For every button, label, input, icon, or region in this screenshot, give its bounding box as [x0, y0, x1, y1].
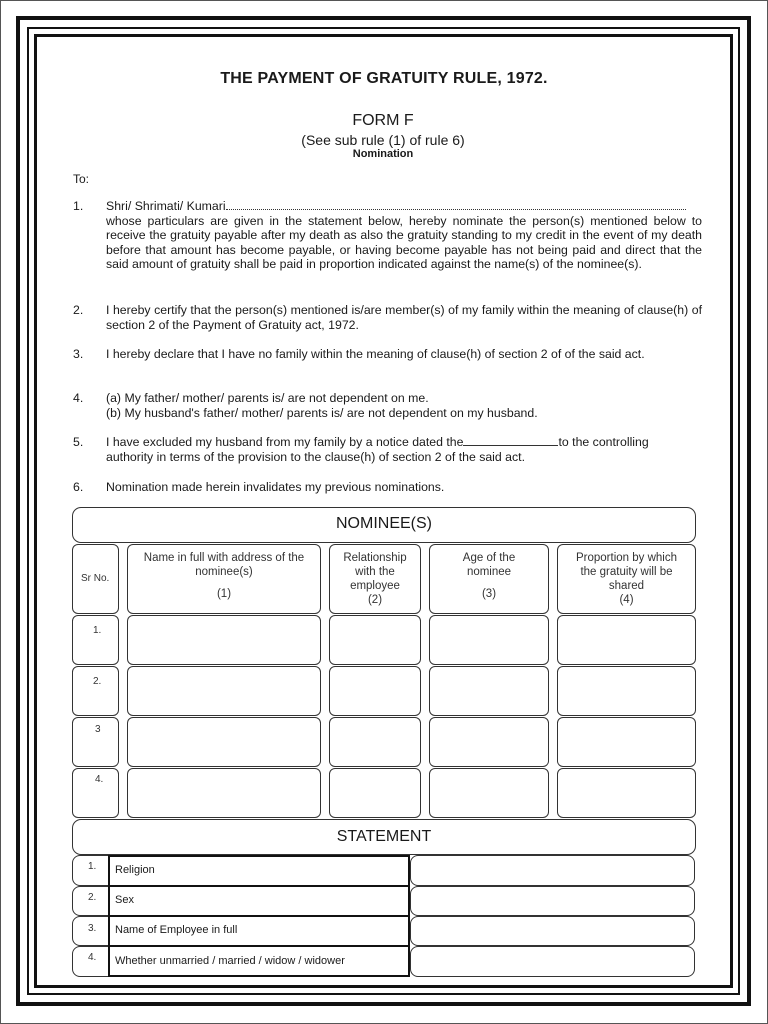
nominee-age-field[interactable]	[429, 666, 549, 716]
sub-rule-note: (See sub rule (1) of rule 6)	[301, 132, 465, 148]
clause-number: 2.	[73, 303, 84, 317]
clause-5-text-c: authority in terms of the provision to the clause(h) of section 2 of the said act.	[106, 449, 525, 464]
column-label: Proportion by which the gratuity will be shared	[576, 552, 677, 592]
row-number-cell	[72, 717, 119, 767]
religion-value-field[interactable]	[410, 855, 695, 886]
nomination-label: Nomination	[352, 148, 414, 160]
clause-number: 6.	[73, 480, 84, 494]
row-number-cell	[72, 768, 119, 818]
sex-label: Sex	[115, 894, 134, 906]
row-number: 4.	[95, 774, 104, 785]
statement-row-number: 3.	[88, 923, 97, 934]
row-number-cell	[72, 615, 119, 665]
statement-header	[72, 819, 696, 855]
divider	[108, 885, 410, 887]
column-label: Age of the nominee	[462, 552, 516, 578]
clause-text: I hereby declare that I have no family within the meaning of clause(h) of section 2 of of the said act.	[106, 347, 645, 361]
clause-2	[73, 303, 703, 335]
nominee-table-header	[72, 507, 696, 543]
column-number: (3)	[481, 588, 497, 600]
employee-name-label: Name of Employee in full	[115, 924, 238, 936]
nominee-relationship-field[interactable]	[329, 717, 421, 767]
nominee-age-field[interactable]	[429, 615, 549, 665]
sex-value-field[interactable]	[410, 886, 695, 916]
nominee-proportion-field[interactable]	[557, 717, 696, 767]
clause-4	[73, 391, 703, 423]
column-number: (2)	[367, 594, 383, 606]
nominee-proportion-field[interactable]	[557, 666, 696, 716]
clause-number: 3.	[73, 347, 84, 361]
column-number: (1)	[216, 588, 232, 600]
name-prefix-label: Shri/ Shrimati/ Kumari	[106, 199, 226, 213]
clause-3	[73, 347, 703, 379]
clause-4b-text: (b) My husband's father/ mother/ parents is/ are not dependent on my husband.	[106, 405, 538, 420]
nominee-name-field[interactable]	[127, 768, 321, 818]
row-number-cell	[72, 666, 119, 716]
nominee-table-title: NOMINEE(S)	[336, 515, 432, 532]
row-number: 2.	[93, 676, 102, 687]
clause-4a-text: (a) My father/ mother/ parents is/ are not dependent on me.	[106, 391, 429, 405]
divider	[108, 945, 410, 947]
clause-1	[73, 199, 703, 291]
row-number: 3	[95, 724, 101, 735]
statement-title: STATEMENT	[336, 828, 432, 845]
sr-no-label: Sr No.	[81, 573, 110, 584]
clause-number: 1.	[73, 199, 84, 213]
clause-5-text-a: I have excluded my husband from my family by a notice dated the	[106, 435, 464, 449]
clause-6	[73, 480, 703, 496]
document-title: THE PAYMENT OF GRATUITY RULE, 1972.	[220, 70, 548, 87]
clause-text: Nomination made herein invalidates my previous nominations.	[106, 480, 445, 494]
employee-name-value-field[interactable]	[410, 916, 695, 946]
name-blank-field[interactable]	[226, 199, 686, 210]
divider	[108, 915, 410, 917]
statement-row-number: 4.	[88, 952, 97, 963]
column-label: Relationship with the employee	[343, 552, 407, 592]
marital-status-value-field[interactable]	[410, 946, 695, 977]
nominee-name-field[interactable]	[127, 615, 321, 665]
nominee-proportion-field[interactable]	[557, 615, 696, 665]
nominee-proportion-field[interactable]	[557, 768, 696, 818]
sr-no-header	[72, 544, 119, 614]
row-number: 1.	[93, 625, 102, 636]
nominee-relationship-field[interactable]	[329, 615, 421, 665]
statement-row-number: 2.	[88, 892, 97, 903]
column-number: (4)	[619, 594, 634, 606]
nominee-relationship-field[interactable]	[329, 666, 421, 716]
nominee-age-field[interactable]	[429, 717, 549, 767]
religion-label: Religion	[115, 864, 155, 876]
form-name: FORM F	[352, 112, 414, 129]
nominee-name-field[interactable]	[127, 666, 321, 716]
clause-number: 4.	[73, 391, 84, 405]
column-header-age	[429, 544, 549, 614]
clause-text: whose particulars are given in the statement below, hereby nominate the person(s) mentioned below to receive the gratuity payable after my death as also the gratuity standing to my credit in the event of my death before that amount has become payable, or having become payable has not being paid and direct that the said amount of gratuity shall be paid in proportion indicated against the name(s) of the nominee(s).	[106, 213, 702, 272]
nominee-relationship-field[interactable]	[329, 768, 421, 818]
statement-row-number: 1.	[88, 861, 97, 872]
column-header-relationship	[329, 544, 421, 614]
clause-5-text-b: to the controlling	[558, 435, 649, 449]
to-label: To:	[73, 172, 90, 186]
column-label: Name in full with address of the nominee(s)	[143, 552, 305, 578]
clause-text: I hereby certify that the person(s) mentioned is/are member(s) of my family within the meaning of clause(h) of section 2 of the Payment of Gratuity act, 1972.	[106, 303, 702, 332]
marital-status-label: Whether unmarried / married / widow / widower	[115, 955, 345, 967]
notice-date-blank-field[interactable]	[463, 435, 558, 446]
nominee-age-field[interactable]	[429, 768, 549, 818]
clause-5	[73, 435, 703, 467]
column-header-proportion	[557, 544, 696, 614]
clause-number: 5.	[73, 435, 84, 449]
nominee-name-field[interactable]	[127, 717, 321, 767]
column-header-name	[127, 544, 321, 614]
